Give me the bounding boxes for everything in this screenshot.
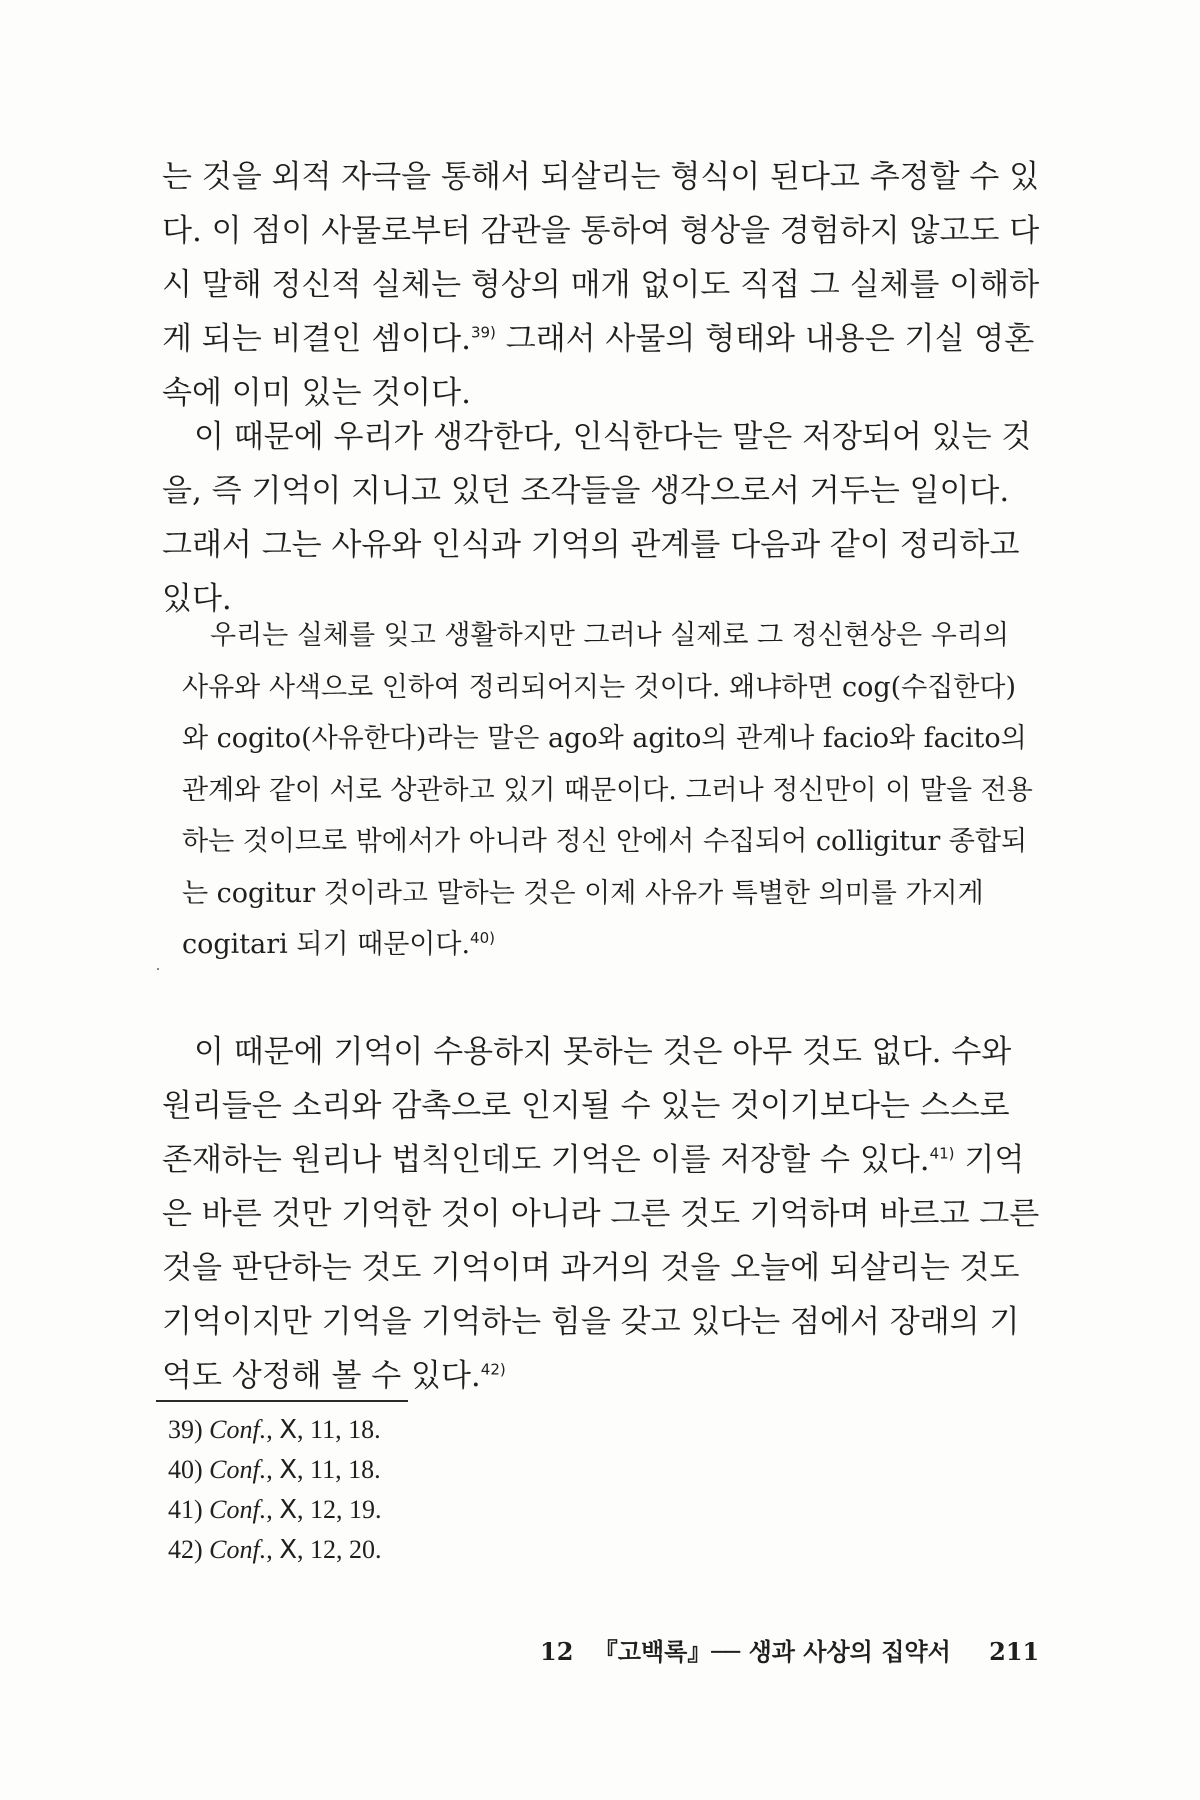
footnote-ref-41: 41) [929, 1144, 955, 1163]
footnote-ref-42: 42) [480, 1360, 506, 1379]
footnote-reference: , Ⅹ, 12, 20. [266, 1535, 382, 1564]
chapter-number: 12 [540, 1637, 574, 1666]
body-paragraph-3 [162, 1025, 1042, 1403]
footnote-number: 42) [168, 1535, 203, 1564]
footnote-ref-40: 40) [470, 929, 495, 947]
running-title: 『고백록』── 생과 사상의 집약서 [593, 1637, 951, 1666]
paragraph-3-text: 이 때문에 기억이 수용하지 못하는 것은 아무 것도 없다. 수와 원리들은 소리와 감촉으로 인지될 수 있는 것이기보다는 스스로 존재하는 원리나 법칙인데도 기억은 이를 저장할 수 있다. [162, 1034, 1012, 1178]
footnote-42 [168, 1530, 382, 1570]
footnote-40 [168, 1450, 382, 1490]
page-number: 211 [989, 1637, 1040, 1666]
footnote-source: Conf. [209, 1535, 267, 1564]
footnotes [168, 1410, 382, 1570]
running-footer [540, 1632, 1051, 1667]
footnote-reference: , Ⅹ, 11, 18. [266, 1415, 381, 1444]
paragraph-1-text: 는 것을 외적 자극을 통해서 되살리는 형식이 된다고 추정할 수 있다. 이 점이 사물로부터 감관을 통하여 형상을 경험하지 않고도 다시 말해 정신적 실체는 형상의 매개 없이도 직접 그 실체를 이해하게 되는 비결인 셈이다. [162, 159, 1040, 357]
footnote-source: Conf. [209, 1495, 267, 1524]
footnote-number: 41) [168, 1495, 203, 1524]
body-paragraph-1 [162, 150, 1042, 420]
body-paragraph-2: 이 때문에 우리가 생각한다, 인식한다는 말은 저장되어 있는 것을, 즉 기억이 지니고 있던 조각들을 생각으로서 거두는 일이다. 그래서 그는 사유와 인식과 기억의 관계를 다음과 같이 정리하고 있다. [162, 419, 1032, 617]
footnote-source: Conf. [209, 1455, 267, 1484]
footnote-source: Conf. [209, 1415, 267, 1444]
quote-text: 우리는 실체를 잊고 생활하지만 그러나 실제로 그 정신현상은 우리의 사유와 사색으로 인하여 정리되어지는 것이다. 왜냐하면 cog(수집한다)와 cogito(사유한다)라는 말은 ago와 agito의 관계나 facio와 facito의 관계와 같이 서로 상관하고 있기 때문이다. 그러나 정신만이 이 말을 전용하는 것이므로 밖에서가 아니라 정신 안에서 수집되어 colligitur 종합되는 cogitur 것이라고 말하는 것은 이제 사유가 특별한 의미를 가지게 cogitari 되기 때문이다. [182, 620, 1033, 960]
footnote-number: 40) [168, 1455, 203, 1484]
scan-speck [157, 968, 159, 970]
footnote-reference: , Ⅹ, 12, 19. [266, 1495, 382, 1524]
footnote-divider [156, 1400, 408, 1402]
footnote-41 [168, 1490, 382, 1530]
block-quote [182, 610, 1042, 971]
block-quote-text [182, 610, 1042, 971]
paragraph-1-text-continued: 그래서 사물의 형태와 내용은 기실 영혼 속에 이미 있는 것이다. [162, 321, 1035, 411]
paragraph-3-text-continued: 기억은 바른 것만 기억한 것이 아니라 그른 것도 기억하며 바르고 그른 것을 판단하는 것도 기억이며 과거의 것을 오늘에 되살리는 것도 기억이지만 기억을 기억하는 힘을 갖고 있다는 점에서 장래의 기억도 상정해 볼 수 있다. [162, 1142, 1040, 1394]
footnote-reference: , Ⅹ, 11, 18. [266, 1455, 381, 1484]
footnote-39 [168, 1410, 382, 1450]
footnote-ref-39: 39) [470, 323, 496, 342]
footnote-number: 39) [168, 1415, 203, 1444]
